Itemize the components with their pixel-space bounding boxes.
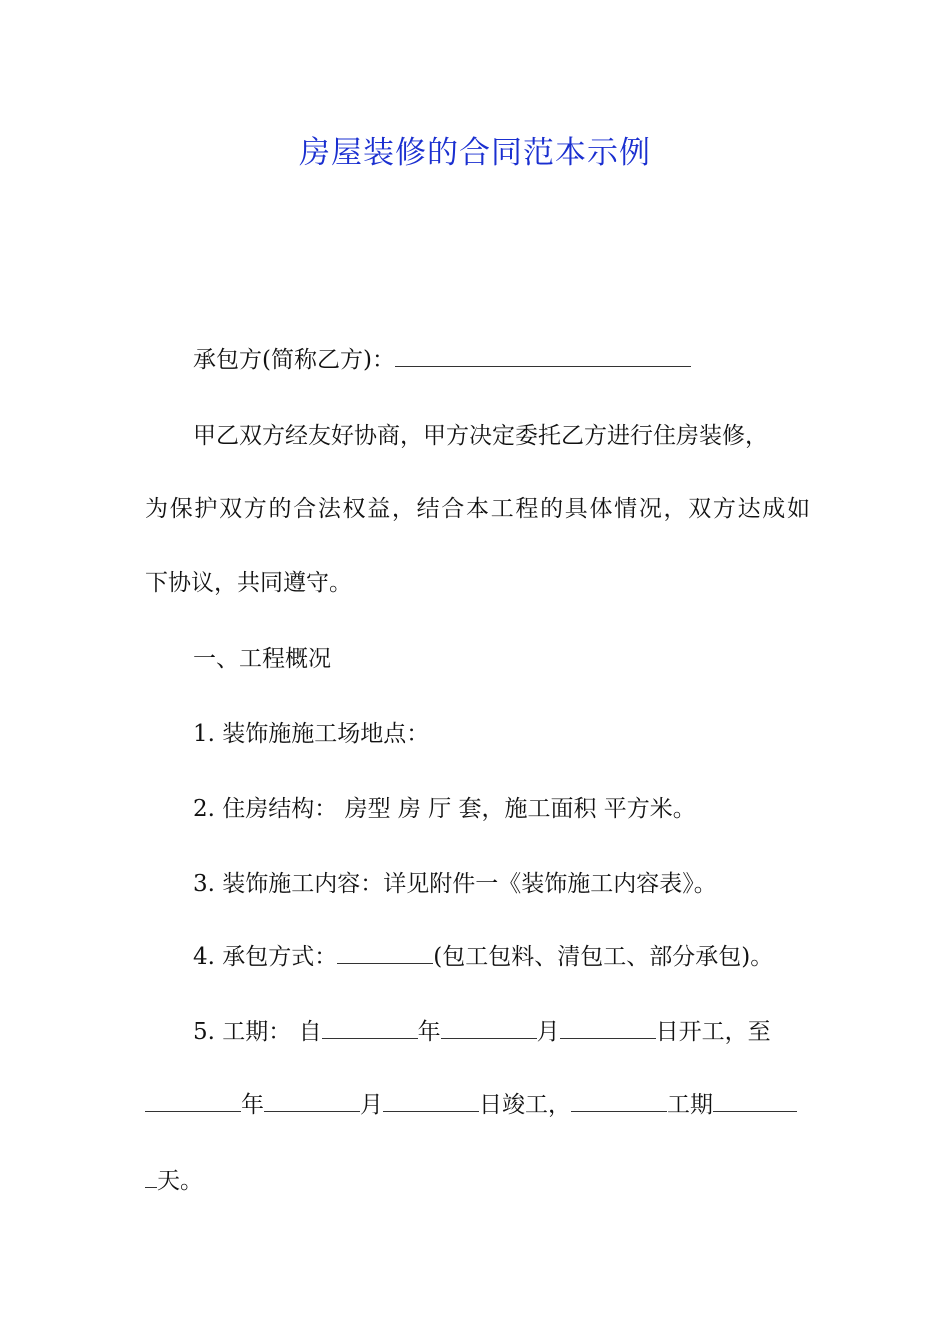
item-3-construction-content: 3. 装饰施工内容：详见附件一《装饰施工内容表》。 — [193, 871, 717, 897]
item-5-month-label: 月 — [536, 1019, 560, 1045]
item-1-site-location: 1. 装饰施施工场地点： — [193, 721, 430, 747]
document-title: 房屋装修的合同范本示例 — [299, 135, 651, 171]
item-4-contract-method — [193, 940, 858, 974]
intro-paragraph-line-1: 甲乙双方经友好协商，甲方决定委托乙方进行住房装修， — [193, 423, 768, 449]
contractor-line — [193, 343, 858, 377]
period-days-blank-continued[interactable] — [145, 1165, 157, 1188]
contract-method-blank[interactable] — [337, 941, 433, 964]
end-year-blank[interactable] — [145, 1089, 241, 1112]
item-5-schedule — [193, 1015, 858, 1049]
end-day-blank[interactable] — [383, 1089, 479, 1112]
period-blank[interactable] — [571, 1089, 667, 1112]
item-4-prefix: 4. 承包方式： — [193, 944, 338, 970]
end-month-blank[interactable] — [264, 1089, 360, 1112]
item-2-housing-structure: 2. 住房结构： 房型 房 厅 套，施工面积 平方米。 — [193, 796, 696, 822]
item-4-suffix: (包工包料、清包工、部分承包)。 — [433, 944, 774, 970]
contractor-label: 承包方(简称乙方)： — [193, 347, 395, 373]
item-5-period-label: 工期 — [667, 1092, 713, 1118]
intro-paragraph-line-2: 为保护双方的合法权益，结合本工程的具体情况，双方达成如 — [145, 496, 810, 522]
item-5-days-label: 天。 — [157, 1168, 203, 1194]
contractor-name-blank[interactable] — [395, 344, 691, 367]
start-month-blank[interactable] — [441, 1016, 537, 1039]
item-5-prefix: 5. 工期： 自 — [193, 1019, 322, 1045]
item-5-start-label: 日开工，至 — [655, 1019, 771, 1045]
item-5-end-label: 日竣工， — [479, 1092, 571, 1118]
item-5-end-month-label: 月 — [360, 1092, 383, 1118]
intro-paragraph-line-3: 下协议，共同遵守。 — [145, 570, 352, 596]
start-year-blank[interactable] — [322, 1016, 418, 1039]
item-5-schedule-end — [145, 1164, 810, 1198]
period-days-blank[interactable] — [713, 1089, 797, 1112]
item-5-year-label: 年 — [417, 1019, 441, 1045]
start-day-blank[interactable] — [560, 1016, 656, 1039]
item-5-end-year-label: 年 — [241, 1092, 264, 1118]
item-5-schedule-continued — [145, 1088, 810, 1122]
section-heading-project-overview: 一、工程概况 — [193, 646, 331, 672]
